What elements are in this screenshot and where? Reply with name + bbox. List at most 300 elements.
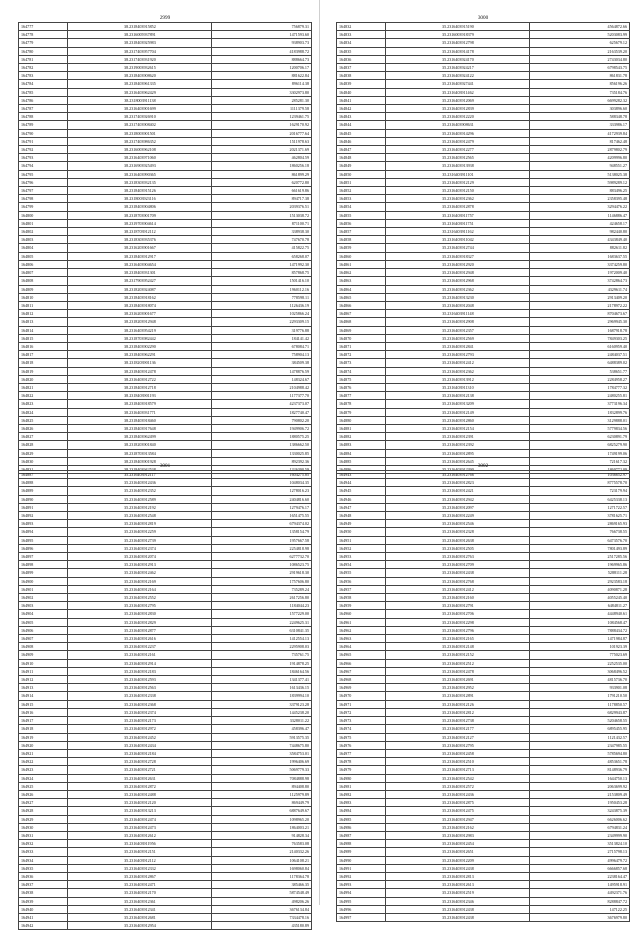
value-cell: 6699282.32 xyxy=(530,96,630,104)
row-id-cell: 164883 xyxy=(337,441,386,449)
table-row xyxy=(19,269,312,277)
table-row xyxy=(337,790,630,798)
coordinate-cell: 35.2316403912795 xyxy=(386,741,530,749)
table-row xyxy=(19,758,312,766)
coordinate-cell: 38.2318403918162 xyxy=(68,293,212,301)
coordinate-cell: 35.2316403912150 xyxy=(386,187,530,195)
row-id-cell: 164950 xyxy=(337,528,386,536)
row-id-cell: 164930 xyxy=(19,823,68,831)
coordinate-cell: 35.2316403912259 xyxy=(68,528,212,536)
value-cell: 3781625.71 xyxy=(530,512,630,520)
row-id-cell: 164924 xyxy=(19,774,68,782)
coordinate-cell: 35.2316403912390 xyxy=(386,465,530,473)
table-row xyxy=(19,31,312,39)
value-cell: 2480255.81 xyxy=(530,392,630,400)
value-cell: 462804.59 xyxy=(212,154,312,162)
value-cell: 1086523.75 xyxy=(212,561,312,569)
table-row xyxy=(337,602,630,610)
row-id-cell: 164932 xyxy=(19,840,68,848)
table-row xyxy=(337,228,630,236)
value-cell: 882611.82 xyxy=(530,244,630,252)
row-id-cell: 164882 xyxy=(337,433,386,441)
table-row xyxy=(19,708,312,716)
coordinate-cell: 38.2318003911138 xyxy=(68,96,212,104)
table-row xyxy=(337,700,630,708)
value-cell: 2869165.93 xyxy=(530,520,630,528)
table-row xyxy=(19,113,312,121)
value-cell: 6825279.90 xyxy=(530,441,630,449)
row-id-cell: 164918 xyxy=(19,725,68,733)
coordinate-cell: 35.2316403912352 xyxy=(68,487,212,495)
value-cell: 3129888.01 xyxy=(530,416,630,424)
value-cell: 894717.38 xyxy=(212,195,312,203)
value-cell: 6484811.27 xyxy=(530,602,630,610)
value-cell: 3374259.80 xyxy=(530,260,630,268)
value-cell: 2163539.20 xyxy=(530,47,630,55)
table-row xyxy=(19,55,312,63)
coordinate-cell: 35.2316403912152 xyxy=(386,651,530,659)
table-row xyxy=(337,375,630,383)
value-cell: 1972009.40 xyxy=(530,269,630,277)
coordinate-cell: 38.2318403931301 xyxy=(68,269,212,277)
coordinate-cell: 35.2316403913230 xyxy=(386,293,530,301)
coordinate-cell: 35.2316403912589 xyxy=(68,495,212,503)
coordinate-cell: 35.2316403912374 xyxy=(68,708,212,716)
value-cell: 1184044.23 xyxy=(212,602,312,610)
value-cell: 6277732.70 xyxy=(212,553,312,561)
table-row xyxy=(337,236,630,244)
value-cell: 869449.79 xyxy=(212,799,312,807)
row-id-cell: 164940 xyxy=(19,905,68,913)
coordinate-cell: 35.2316403911310 xyxy=(386,383,530,391)
value-cell: 2517285.56 xyxy=(530,553,630,561)
panel-2999 xyxy=(18,14,312,474)
value-cell: 894408.80 xyxy=(212,782,312,790)
table-row xyxy=(19,520,312,528)
coordinate-cell: 35.2316403912220 xyxy=(386,113,530,121)
table-row xyxy=(19,872,312,880)
table-row xyxy=(337,741,630,749)
table-row xyxy=(19,651,312,659)
value-cell: 3676979.80 xyxy=(530,913,630,921)
table-row xyxy=(19,807,312,815)
coordinate-cell: 35.2316403911148 xyxy=(386,310,530,318)
coordinate-cell: 38.2318403961335 xyxy=(68,80,212,88)
coordinate-cell: 35.2316403913912 xyxy=(386,375,530,383)
value-cell: 723179.94 xyxy=(530,487,630,495)
coordinate-cell: 35.2316403912361 xyxy=(68,897,212,905)
coordinate-cell: 38.2317403931920 xyxy=(68,55,212,63)
value-cell: 982440.80 xyxy=(530,228,630,236)
row-id-cell: 164838 xyxy=(337,72,386,80)
coordinate-cell: 35.2316403912164 xyxy=(68,585,212,593)
value-cell: 1178850.57 xyxy=(530,700,630,708)
value-cell: 4183988.72 xyxy=(212,47,312,55)
table-row xyxy=(337,449,630,457)
value-cell: 6473576.70 xyxy=(530,536,630,544)
coordinate-cell: 38.2318003923116 xyxy=(68,195,212,203)
row-id-cell: 164985 xyxy=(337,815,386,823)
table-row xyxy=(337,471,630,479)
coordinate-cell: 35.2316403912954 xyxy=(68,922,212,930)
coordinate-cell: 35.2316403913213 xyxy=(68,807,212,815)
value-cell: 1036652.97 xyxy=(530,471,630,479)
row-id-cell: 164828 xyxy=(19,441,68,449)
panel-3002 xyxy=(336,462,630,922)
value-cell: 1869772.09 xyxy=(530,465,630,473)
row-id-cell: 164895 xyxy=(19,536,68,544)
coordinate-cell: 35.2316403911042 xyxy=(386,236,530,244)
row-id-cell: 164878 xyxy=(337,400,386,408)
coordinate-cell: 35.2316403912362 xyxy=(386,285,530,293)
table-row xyxy=(337,749,630,757)
value-cell: 2254818.98 xyxy=(212,544,312,552)
table-row xyxy=(337,416,630,424)
row-id-cell: 164844 xyxy=(337,121,386,129)
row-id-cell: 164972 xyxy=(337,708,386,716)
value-cell: 914828.34 xyxy=(212,831,312,839)
value-cell: 758904.13 xyxy=(212,351,312,359)
value-cell: 1513038.72 xyxy=(212,211,312,219)
value-cell: 1839994.10 xyxy=(212,692,312,700)
coordinate-cell: 35.2316403912479 xyxy=(386,137,530,145)
coordinate-cell: 38.2316403901699 xyxy=(68,105,212,113)
table-row xyxy=(19,146,312,154)
row-id-cell: 164803 xyxy=(19,236,68,244)
coordinate-cell: 35.2316403912791 xyxy=(386,602,530,610)
table-row xyxy=(337,121,630,129)
value-cell: 1064108.21 xyxy=(212,856,312,864)
table-row xyxy=(19,47,312,55)
value-cell: 4564872.66 xyxy=(530,23,630,31)
value-cell: 7448675.80 xyxy=(212,741,312,749)
row-id-cell: 164797 xyxy=(19,187,68,195)
value-cell: 338938.30 xyxy=(212,228,312,236)
coordinate-cell: 35.2316403912651 xyxy=(386,848,530,856)
row-id-cell: 164958 xyxy=(337,594,386,602)
table-row xyxy=(337,39,630,47)
coordinate-cell: 35.2316403912471 xyxy=(68,881,212,889)
coordinate-cell: 35.2316403912819 xyxy=(68,520,212,528)
row-id-cell: 164825 xyxy=(19,416,68,424)
value-cell: 678084.71 xyxy=(212,342,312,350)
coordinate-cell: 35.2316403912332 xyxy=(68,864,212,872)
value-cell: 384509.38 xyxy=(212,359,312,367)
coordinate-cell: 38.2316403931771 xyxy=(68,408,212,416)
coordinate-cell: 35.2316403912505 xyxy=(386,544,530,552)
coordinate-cell: 35.2316403912346 xyxy=(386,897,530,905)
table-row xyxy=(337,684,630,692)
value-cell: 2021371.69 xyxy=(212,146,312,154)
coordinate-cell: 35.2316403918327 xyxy=(386,252,530,260)
coordinate-cell: 35.2316403912160 xyxy=(386,594,530,602)
table-row xyxy=(19,766,312,774)
coordinate-cell: 35.2316403912875 xyxy=(386,799,530,807)
row-id-cell: 164954 xyxy=(337,561,386,569)
table-row xyxy=(19,913,312,921)
table-row xyxy=(19,479,312,487)
value-cell: 817462.48 xyxy=(530,137,630,145)
row-id-cell: 164935 xyxy=(19,864,68,872)
value-cell: 7334478.16 xyxy=(212,913,312,921)
row-id-cell: 164982 xyxy=(337,790,386,798)
table-row xyxy=(19,831,312,839)
coordinate-cell: 38.2318403904806 xyxy=(68,203,212,211)
row-id-cell: 164941 xyxy=(19,913,68,921)
row-id-cell: 164880 xyxy=(337,416,386,424)
table-row xyxy=(19,392,312,400)
value-cell: 3302973.80 xyxy=(212,88,312,96)
table-row xyxy=(337,310,630,318)
row-id-cell: 164871 xyxy=(337,342,386,350)
value-cell: 6887649.67 xyxy=(212,807,312,815)
coordinate-cell: 38.2318703913584 xyxy=(68,449,212,457)
value-cell: 5138025.38 xyxy=(530,170,630,178)
value-cell: 3676134.84 xyxy=(212,905,312,913)
value-cell: 1025866.24 xyxy=(212,310,312,318)
value-cell: 4815736.70 xyxy=(530,676,630,684)
coordinate-cell: 38.2318403901928 xyxy=(68,457,212,465)
value-cell: 319776.88 xyxy=(212,326,312,334)
coordinate-cell: 35.2316403912763 xyxy=(386,553,530,561)
coordinate-cell: 38.2318403962291 xyxy=(68,351,212,359)
coordinate-cell: 35.2316403912177 xyxy=(386,725,530,733)
coordinate-cell: 35.2316403912173 xyxy=(68,717,212,725)
value-cell: 4209996.80 xyxy=(530,154,630,162)
table-row xyxy=(19,635,312,643)
coordinate-cell: 35.2316403912768 xyxy=(386,577,530,585)
table-row xyxy=(19,692,312,700)
table-row xyxy=(337,782,630,790)
coordinate-cell: 35.2316403912519 xyxy=(386,889,530,897)
row-id-cell: 164799 xyxy=(19,203,68,211)
coordinate-cell: 35.2316403914178 xyxy=(386,47,530,55)
row-id-cell: 164887 xyxy=(19,471,68,479)
row-id-cell: 164898 xyxy=(19,561,68,569)
table-row xyxy=(19,626,312,634)
table-row xyxy=(19,219,312,227)
coordinate-cell: 35.2316403912968 xyxy=(386,277,530,285)
coordinate-cell: 35.2316403912572 xyxy=(386,782,530,790)
coordinate-cell: 35.2316403912867 xyxy=(68,872,212,880)
table-row xyxy=(19,228,312,236)
coordinate-cell: 35.2316403912462 xyxy=(68,569,212,577)
coordinate-cell: 35.2316403912709 xyxy=(386,561,530,569)
row-id-cell: 164872 xyxy=(337,351,386,359)
value-cell: 3068496.52 xyxy=(530,667,630,675)
row-id-cell: 164819 xyxy=(19,367,68,375)
row-id-cell: 164823 xyxy=(19,400,68,408)
row-id-cell: 164867 xyxy=(337,310,386,318)
value-cell: 2923583.18 xyxy=(530,577,630,585)
table-row xyxy=(19,39,312,47)
value-cell: 8288847.72 xyxy=(530,897,630,905)
coordinate-cell: 35.2316403912438 xyxy=(386,905,530,913)
table-row xyxy=(19,154,312,162)
coordinate-cell: 35.2316403912552 xyxy=(68,594,212,602)
table-row xyxy=(337,676,630,684)
value-cell: 5785694.80 xyxy=(530,749,630,757)
table-row xyxy=(19,774,312,782)
value-cell: 661619.86 xyxy=(212,187,312,195)
value-cell: 2295908.03 xyxy=(212,643,312,651)
row-id-cell: 164920 xyxy=(19,741,68,749)
table-row xyxy=(19,334,312,342)
row-id-cell: 164990 xyxy=(337,856,386,864)
table-row xyxy=(337,889,630,897)
table-row xyxy=(19,569,312,577)
table-row xyxy=(337,618,630,626)
coordinate-cell: 38.2316203901667 xyxy=(68,244,212,252)
value-cell: 861899.29 xyxy=(212,170,312,178)
coordinate-cell: 35.2316403912074 xyxy=(68,553,212,561)
row-id-cell: 164942 xyxy=(19,922,68,930)
value-cell: 1239461.75 xyxy=(212,113,312,121)
table-row xyxy=(337,113,630,121)
table-row xyxy=(19,162,312,170)
value-cell: 1412554.13 xyxy=(212,635,312,643)
value-cell: 1949906.72 xyxy=(212,424,312,432)
row-id-cell: 164937 xyxy=(19,881,68,889)
row-id-cell: 164931 xyxy=(19,831,68,839)
row-id-cell: 164976 xyxy=(337,741,386,749)
panel-title: 2999 xyxy=(159,15,171,21)
value-cell: 1200706.17 xyxy=(212,64,312,72)
coordinate-cell: 35.2316403912341 xyxy=(68,905,212,913)
coordinate-cell: 35.2316403924217 xyxy=(386,64,530,72)
coordinate-cell: 35.2316403912548 xyxy=(68,512,212,520)
coordinate-cell: 35.2316403912412 xyxy=(386,359,530,367)
value-cell: 147122.25 xyxy=(530,905,630,913)
table-row xyxy=(337,815,630,823)
value-cell: 3742864.73 xyxy=(530,277,630,285)
table-row xyxy=(337,129,630,137)
coordinate-cell: 35.2316403912569 xyxy=(386,334,530,342)
value-cell: 2153809.49 xyxy=(530,790,630,798)
row-id-cell: 164901 xyxy=(19,585,68,593)
table-row xyxy=(19,897,312,905)
coordinate-cell: 38.2318303935376 xyxy=(68,236,212,244)
value-cell: 1084568.47 xyxy=(530,618,630,626)
value-cell: 2969945.30 xyxy=(530,318,630,326)
coordinate-cell: 35.2316403912474 xyxy=(68,815,212,823)
table-row xyxy=(337,392,630,400)
table-row xyxy=(337,154,630,162)
table-row xyxy=(19,400,312,408)
row-id-cell: 164949 xyxy=(337,520,386,528)
value-cell: 6626006.62 xyxy=(530,815,630,823)
coordinate-cell: 35.2316403912744 xyxy=(386,244,530,252)
coordinate-cell: 38.2318203901136 xyxy=(68,359,212,367)
table-row xyxy=(337,725,630,733)
data-table xyxy=(336,22,630,474)
value-cell: 1511978.63 xyxy=(212,137,312,145)
value-cell: 1757606.80 xyxy=(212,577,312,585)
table-row xyxy=(337,211,630,219)
row-id-cell: 164865 xyxy=(337,293,386,301)
table-row xyxy=(337,146,630,154)
coordinate-cell: 35.2316403912149 xyxy=(386,408,530,416)
row-id-cell: 164807 xyxy=(19,269,68,277)
value-cell: 2284958.27 xyxy=(530,375,630,383)
row-id-cell: 164783 xyxy=(19,72,68,80)
coordinate-cell: 35.2316403927441 xyxy=(386,80,530,88)
table-row xyxy=(19,741,312,749)
coordinate-cell: 35.2316403912183 xyxy=(68,667,212,675)
value-cell: 1698060.84 xyxy=(212,864,312,872)
row-id-cell: 164860 xyxy=(337,252,386,260)
row-id-cell: 164989 xyxy=(337,848,386,856)
coordinate-cell: 38.2318303932135 xyxy=(68,178,212,186)
coordinate-cell: 35.2316403912362 xyxy=(386,367,530,375)
row-id-cell: 164794 xyxy=(19,162,68,170)
coordinate-cell: 35.2316403912129 xyxy=(386,178,530,186)
coordinate-cell: 35.2316403912438 xyxy=(386,913,530,921)
value-cell: 148324.67 xyxy=(212,375,312,383)
coordinate-cell: 35.2316403911757 xyxy=(386,211,530,219)
row-id-cell: 164853 xyxy=(337,195,386,203)
value-cell: 1749199.06 xyxy=(530,449,630,457)
value-cell: 5204658.55 xyxy=(530,717,630,725)
table-row xyxy=(337,170,630,178)
row-id-cell: 164881 xyxy=(337,424,386,432)
table-row xyxy=(19,367,312,375)
table-row xyxy=(337,64,630,72)
coordinate-cell: 35.2316403912151 xyxy=(68,848,212,856)
coordinate-cell: 35.2316403912434 xyxy=(68,741,212,749)
row-id-cell: 164915 xyxy=(19,700,68,708)
row-id-cell: 164884 xyxy=(337,449,386,457)
coordinate-cell: 35.2316403912983 xyxy=(386,831,530,839)
table-row xyxy=(19,922,312,930)
value-cell: 2404816.60 xyxy=(212,495,312,503)
coordinate-cell: 35.2316403913209 xyxy=(386,400,530,408)
table-row xyxy=(337,72,630,80)
value-cell: 7888434.72 xyxy=(530,626,630,634)
table-row xyxy=(337,897,630,905)
row-id-cell: 164951 xyxy=(337,536,386,544)
value-cell: 1577229.00 xyxy=(212,610,312,618)
value-cell: 3513824.10 xyxy=(530,840,630,848)
row-id-cell: 164876 xyxy=(337,383,386,391)
table-row xyxy=(337,512,630,520)
table-row xyxy=(19,178,312,186)
coordinate-cell: 38.2318003901501 xyxy=(68,129,212,137)
row-id-cell: 164831 xyxy=(19,465,68,473)
coordinate-cell: 38.2318203912948 xyxy=(68,318,212,326)
table-row xyxy=(19,749,312,757)
row-id-cell: 164992 xyxy=(337,872,386,880)
table-row xyxy=(337,383,630,391)
coordinate-cell: 35.2316403912277 xyxy=(386,146,530,154)
value-cell: 3584753.01 xyxy=(212,749,312,757)
coordinate-cell: 35.2316403912860 xyxy=(386,416,530,424)
value-cell: 1146886.47 xyxy=(530,211,630,219)
coordinate-cell: 35.2316403912184 xyxy=(68,749,212,757)
table-row xyxy=(19,170,312,178)
value-cell: 1832899.76 xyxy=(530,408,630,416)
data-table xyxy=(336,470,630,922)
panel-title: 3002 xyxy=(477,463,489,469)
table-row xyxy=(337,569,630,577)
row-id-cell: 164964 xyxy=(337,643,386,651)
coordinate-cell: 35.2316403912368 xyxy=(68,700,212,708)
table-row xyxy=(337,577,630,585)
value-cell: 1864003.21 xyxy=(212,823,312,831)
table-row xyxy=(337,864,630,872)
row-id-cell: 164858 xyxy=(337,236,386,244)
row-id-cell: 164843 xyxy=(337,113,386,121)
